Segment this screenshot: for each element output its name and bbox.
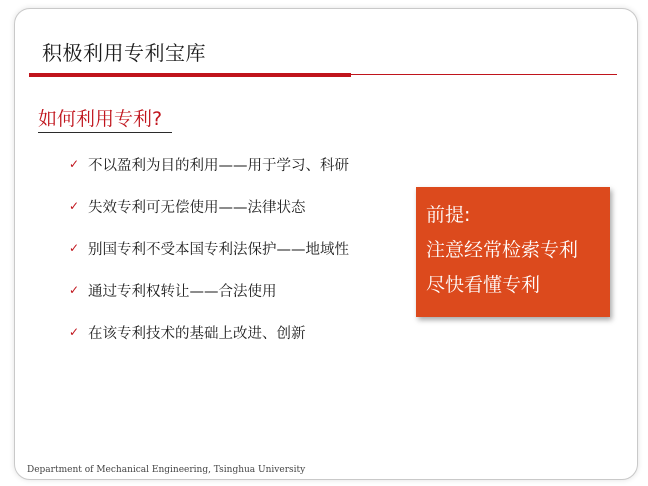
bullet-text: 不以盈利为目的利用——用于学习、科研 bbox=[88, 157, 349, 174]
bullet-text: 失效专利可无偿使用——法律状态 bbox=[88, 199, 306, 216]
title-underline-thick bbox=[29, 73, 351, 77]
check-icon: ✓ bbox=[69, 283, 80, 297]
bullet-text: 通过专利权转让——合法使用 bbox=[88, 283, 277, 300]
callout-heading: 前提: bbox=[426, 204, 471, 226]
bullet-text: 别国专利不受本国专利法保护——地域性 bbox=[88, 241, 349, 258]
slide-title: 积极利用专利宝库 bbox=[42, 41, 206, 65]
check-icon: ✓ bbox=[69, 199, 80, 213]
bullet-text: 在该专利技术的基础上改进、创新 bbox=[88, 325, 306, 342]
footer-credit: Department of Mechanical Engineering, Tsinghua University bbox=[27, 465, 306, 475]
check-icon: ✓ bbox=[69, 157, 80, 171]
list-item bbox=[69, 238, 349, 258]
subtitle-box bbox=[38, 106, 172, 133]
list-item bbox=[69, 154, 349, 174]
subtitle: 如何利用专利? bbox=[38, 108, 163, 130]
callout-line: 尽快看懂专利 bbox=[426, 274, 541, 296]
check-icon: ✓ bbox=[69, 241, 80, 255]
list-item bbox=[69, 280, 349, 300]
slide bbox=[14, 8, 638, 480]
list-item bbox=[69, 196, 349, 216]
premise-callout bbox=[416, 187, 610, 317]
bullet-list bbox=[69, 154, 349, 364]
check-icon: ✓ bbox=[69, 325, 80, 339]
list-item bbox=[69, 322, 349, 342]
title-underline-thin bbox=[351, 74, 617, 75]
callout-line: 注意经常检索专利 bbox=[426, 239, 579, 261]
